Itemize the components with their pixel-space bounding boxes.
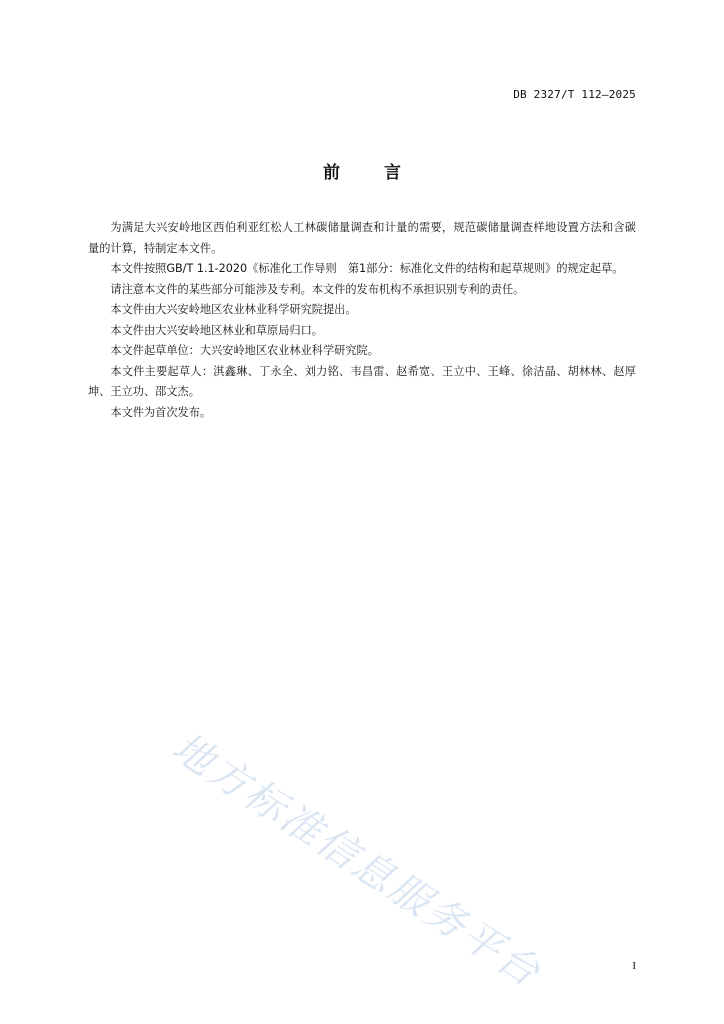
- paragraph-patent-notice: 请注意本文件的某些部分可能涉及专利。本文件的发布机构不承担识别专利的责任。: [110, 282, 525, 296]
- watermark: 地方标准信息服务平台: [163, 724, 550, 997]
- paragraph-drafting-unit: 本文件起草单位：大兴安岭地区农业林业科学研究院。: [110, 344, 379, 357]
- paragraph-purpose: 为满足大兴安岭地区西伯利亚红松人工林碳储量调查和计量的需要，规范碳储量调查样地设置方法和含碳量的计算，特制定本文件。: [88, 221, 636, 255]
- document-identifier: DB 2327/T 112—2025: [513, 88, 636, 101]
- paragraph-administrator: 本文件由大兴安岭地区林业和草原局归口。: [110, 323, 323, 337]
- foreword-body: [88, 218, 636, 423]
- page-number: I: [632, 960, 636, 972]
- paragraph-drafters: 本文件主要起草人：淇鑫琳、丁永全、刘力铭、韦昌雷、赵希宽、王立中、王峰、徐洁晶、胡林林、赵厚坤、王立功、邵文杰。: [88, 364, 636, 398]
- section-title: [0, 158, 724, 183]
- paragraph-proposer: 本文件由大兴安岭地区农业林业科学研究院提出。: [110, 303, 357, 316]
- paragraph-first-release: 本文件为首次发布。: [110, 405, 212, 419]
- title-char-2: 言: [384, 163, 401, 183]
- paragraph-drafting-rules: 本文件按照GB/T 1.1-2020《标准化工作导则 第1部分：标准化文件的结构和起草规则》的规定起草。: [110, 262, 624, 275]
- title-char-1: 前: [323, 163, 340, 183]
